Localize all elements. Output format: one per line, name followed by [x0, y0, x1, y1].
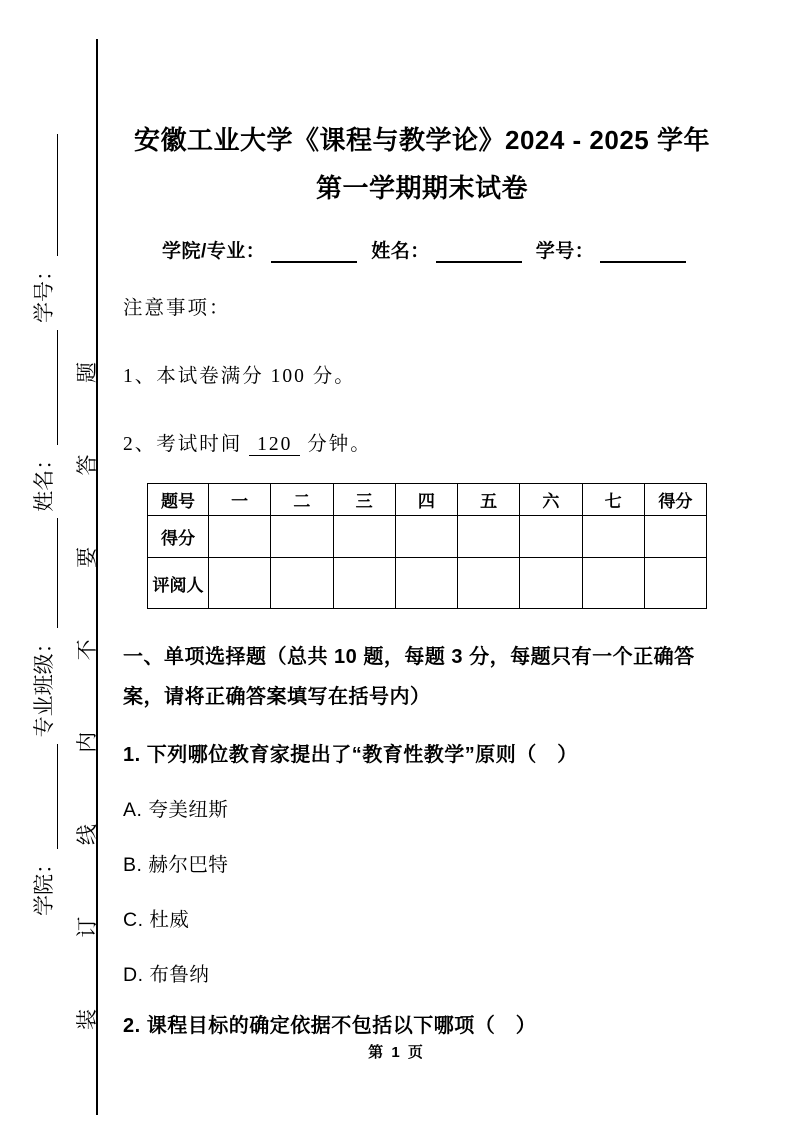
- student-info-row: [123, 236, 721, 263]
- name-label: 姓名：: [371, 241, 430, 262]
- sidebar-college-label: 学院：: [32, 853, 56, 916]
- score-cell: [209, 516, 271, 558]
- score-table-header-cell: 三: [333, 484, 395, 516]
- score-table-marker-row: [148, 558, 707, 609]
- score-cell: [458, 516, 520, 558]
- section-1-heading: 一、单项选择题（总共 10 题，每题 3 分，每题只有一个正确答案，请将正确答案填写在括号内）: [123, 646, 695, 708]
- sidebar-field-student-id: [28, 134, 58, 323]
- score-table-header-row: [148, 484, 707, 516]
- binding-char: 线: [75, 824, 99, 846]
- exam-duration-value: 120: [249, 434, 300, 456]
- question-1-option-b: B. 赫尔巴特: [123, 854, 229, 876]
- score-cell: [395, 516, 457, 558]
- college-major-blank: [271, 241, 357, 263]
- marker-cell: [395, 558, 457, 609]
- score-table-header-cell: 得分: [644, 484, 706, 516]
- sidebar-student-id-blank: [33, 134, 58, 256]
- notice-item-2-suffix: 分钟。: [307, 434, 372, 455]
- question-1-option-a: A. 夸美纽斯: [123, 799, 229, 821]
- score-table-header-cell: 二: [271, 484, 333, 516]
- sidebar-college-blank: [33, 744, 58, 849]
- marker-cell: [333, 558, 395, 609]
- student-id-blank: [600, 241, 686, 263]
- score-table-header-cell: 七: [582, 484, 644, 516]
- sidebar-field-name: [28, 330, 58, 512]
- student-id-label: 学号：: [535, 241, 595, 262]
- binding-char: 答: [75, 454, 99, 476]
- score-table-header-cell: 一: [209, 484, 271, 516]
- notice-item-2-prefix: 2、考试时间: [123, 434, 243, 455]
- sidebar-field-class: [28, 518, 58, 737]
- score-cell: [271, 516, 333, 558]
- sidebar-name-label: 姓名：: [32, 448, 56, 512]
- marker-cell: [209, 558, 271, 609]
- notices-heading: 注意事项：: [123, 298, 231, 319]
- question-1: 1. 下列哪位教育家提出了“教育性教学”原则（ ）: [123, 744, 578, 766]
- score-row-label: 得分: [148, 516, 209, 558]
- marker-cell: [520, 558, 582, 609]
- marker-cell: [582, 558, 644, 609]
- marker-cell: [644, 558, 706, 609]
- question-1-option-d: D. 布鲁纳: [123, 964, 210, 986]
- sidebar-student-fields: [24, 134, 62, 916]
- score-cell: [644, 516, 706, 558]
- binding-char: 装: [75, 1009, 99, 1030]
- binding-char: 不: [75, 639, 99, 661]
- sidebar-field-college: [28, 744, 58, 916]
- question-2: 2. 课程目标的确定依据不包括以下哪项（ ）: [123, 1015, 537, 1037]
- sidebar-student-id-label: 学号：: [32, 260, 56, 324]
- marker-cell: [458, 558, 520, 609]
- score-table-score-row: [148, 516, 707, 558]
- notice-item-1: 1、本试卷满分 100 分。: [123, 366, 356, 387]
- notice-item-2: [123, 428, 721, 456]
- college-major-label: 学院/专业：: [162, 241, 266, 262]
- marker-row-label: 评阅人: [148, 558, 209, 609]
- score-table-header-cell: 六: [520, 484, 582, 516]
- question-1-option-c: C. 杜威: [123, 909, 190, 931]
- score-table-header-cell: 五: [458, 484, 520, 516]
- paper-title: 安徽工业大学《课程与教学论》2024 - 2025 学年第一学期期末试卷: [133, 125, 710, 203]
- score-cell: [333, 516, 395, 558]
- name-blank: [436, 241, 522, 263]
- page-number: 第 1 页: [368, 1044, 425, 1061]
- binding-char: 要: [75, 546, 99, 568]
- binding-char: 题: [75, 362, 99, 384]
- score-cell: [520, 516, 582, 558]
- sidebar-class-label: 专业班级：: [32, 632, 56, 738]
- marker-cell: [271, 558, 333, 609]
- sidebar-name-blank: [33, 330, 58, 445]
- exam-page-body: [123, 116, 721, 1039]
- binding-notice-text: [70, 362, 102, 1030]
- score-table: [147, 483, 707, 609]
- binding-char: 订: [75, 916, 99, 938]
- score-table-header-cell: 四: [395, 484, 457, 516]
- score-table-header-cell: 题号: [148, 484, 209, 516]
- binding-char: 内: [75, 731, 99, 753]
- score-cell: [582, 516, 644, 558]
- sidebar-class-blank: [33, 518, 58, 628]
